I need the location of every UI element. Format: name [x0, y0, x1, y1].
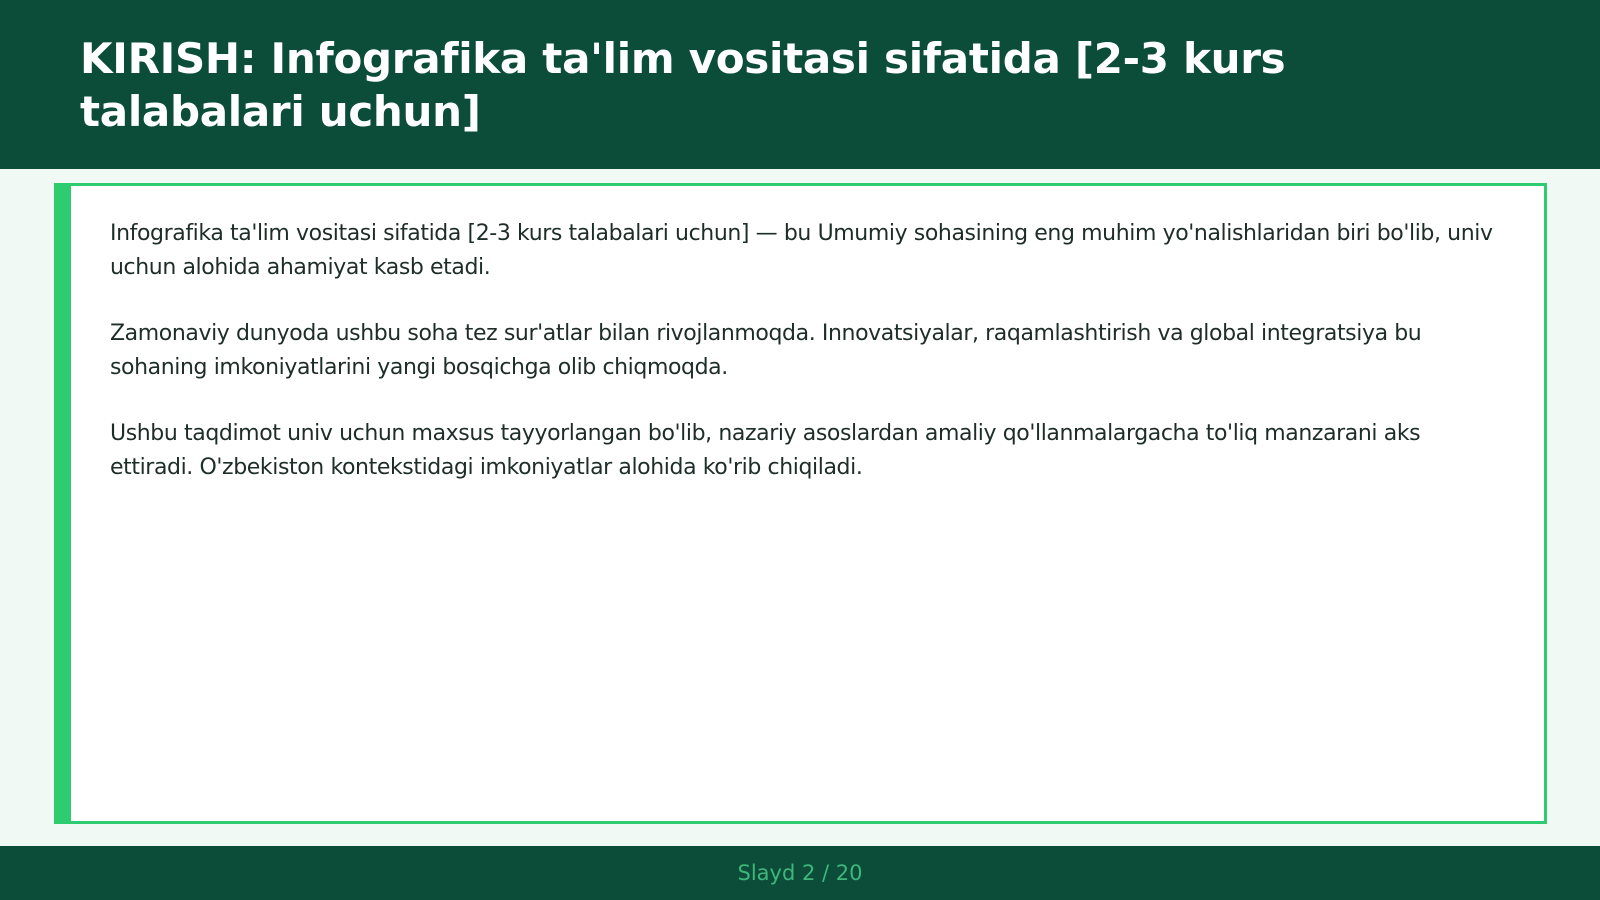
paragraph-intro: Infografika ta'lim vositasi sifatida [2-3 kurs talabalari uchun] — bu Umumiy sohasining eng muhim yo'nalishlaridan biri bo'lib, univ uchun alohida ahamiyat kasb etadi.: [110, 221, 1493, 280]
paragraph-modern-world: Zamonaviy dunyoda ushbu soha tez sur'atlar bilan rivojlanmoqda. Innovatsiyalar, raqamlashtirish va global integratsiya bu sohaning imkoniyatlarini yangi bosqichga olib chiqmoqda.: [110, 321, 1422, 380]
slide-footer: [0, 846, 1600, 900]
slide-counter: Slayd 2 / 20: [737, 861, 863, 885]
slide-title: KIRISH: Infografika ta'lim vositasi sifatida [2-3 kurs talabalari uchun]: [80, 34, 1286, 136]
paragraph-presentation: Ushbu taqdimot univ uchun maxsus tayyorlangan bo'lib, nazariy asoslardan amaliy qo'llanmalargacha to'liq manzarani aks ettiradi. O'zbekiston kontekstidagi imkoniyatlar alohida ko'rib chiqiladi.: [110, 421, 1421, 480]
slide-header: [0, 0, 1600, 169]
content-card: [54, 183, 1547, 824]
